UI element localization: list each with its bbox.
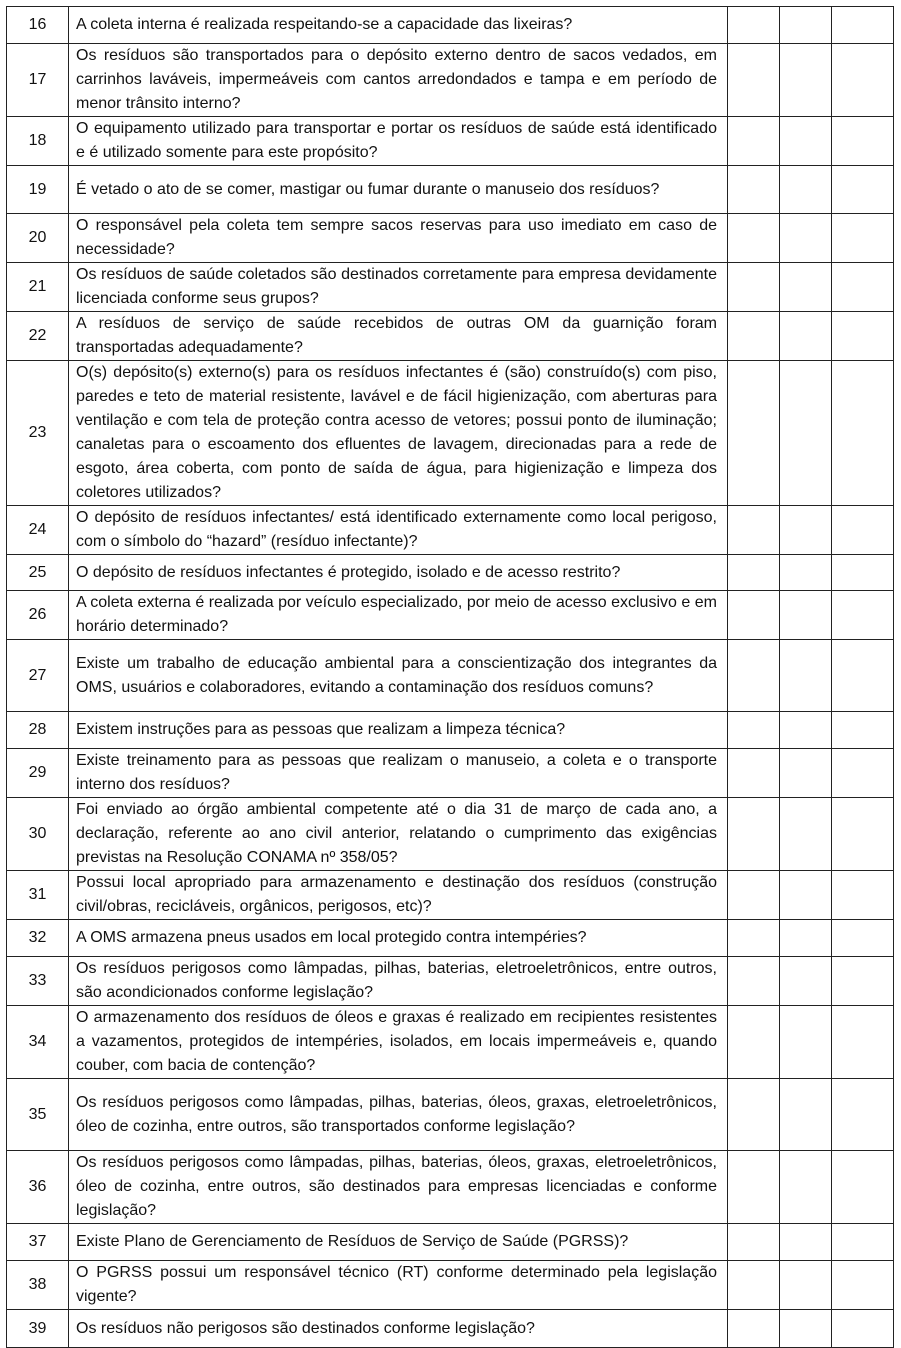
answer-cell-3[interactable] <box>832 749 894 798</box>
answer-cell-3[interactable] <box>832 44 894 117</box>
answer-cell-1[interactable] <box>728 591 780 640</box>
answer-cell-3[interactable] <box>832 1224 894 1261</box>
answer-cell-1[interactable] <box>728 1079 780 1151</box>
question-number: 34 <box>7 1006 69 1079</box>
answer-cell-3[interactable] <box>832 7 894 44</box>
question-row <box>7 1006 894 1079</box>
answer-cell-2[interactable] <box>780 1006 832 1079</box>
answer-cell-1[interactable] <box>728 44 780 117</box>
question-row <box>7 1224 894 1261</box>
answer-cell-2[interactable] <box>780 555 832 591</box>
question-text: Os resíduos perigosos como lâmpadas, pilhas, baterias, óleos, graxas, eletroeletrônicos, óleo de cozinha, entre outros, são destinados para empresas licenciadas e conforme legislação? <box>69 1151 728 1224</box>
question-row <box>7 555 894 591</box>
answer-cell-3[interactable] <box>832 312 894 361</box>
answer-cell-2[interactable] <box>780 312 832 361</box>
question-number: 38 <box>7 1261 69 1310</box>
answer-cell-1[interactable] <box>728 263 780 312</box>
answer-cell-3[interactable] <box>832 1006 894 1079</box>
question-row <box>7 591 894 640</box>
question-number: 35 <box>7 1079 69 1151</box>
answer-cell-1[interactable] <box>728 506 780 555</box>
answer-cell-3[interactable] <box>832 506 894 555</box>
question-text: Os resíduos perigosos como lâmpadas, pilhas, baterias, óleos, graxas, eletroeletrônicos, óleo de cozinha, entre outros, são transportados conforme legislação? <box>69 1079 728 1151</box>
answer-cell-2[interactable] <box>780 1310 832 1348</box>
question-row <box>7 798 894 871</box>
answer-cell-2[interactable] <box>780 749 832 798</box>
question-row <box>7 361 894 506</box>
answer-cell-1[interactable] <box>728 312 780 361</box>
question-text: O depósito de resíduos infectantes é protegido, isolado e de acesso restrito? <box>69 555 728 591</box>
answer-cell-2[interactable] <box>780 712 832 749</box>
question-number: 39 <box>7 1310 69 1348</box>
question-text: O(s) depósito(s) externo(s) para os resíduos infectantes é (são) construído(s) com piso, paredes e teto de material resistente, lavável e de fácil higienização, com aberturas para ventilação e com tela de proteção contra acesso de vetores; possui ponto de iluminação; canaletas para o escoamento dos efluentes de lavagem, direcionadas para a rede de esgoto, área coberta, com ponto de saída de água, para higienização e limpeza dos coletores utilizados? <box>69 361 728 506</box>
question-number: 21 <box>7 263 69 312</box>
answer-cell-2[interactable] <box>780 117 832 166</box>
answer-cell-2[interactable] <box>780 640 832 712</box>
answer-cell-2[interactable] <box>780 957 832 1006</box>
answer-cell-1[interactable] <box>728 871 780 920</box>
question-row <box>7 1151 894 1224</box>
answer-cell-1[interactable] <box>728 7 780 44</box>
question-number: 16 <box>7 7 69 44</box>
question-number: 36 <box>7 1151 69 1224</box>
question-text: Existem instruções para as pessoas que realizam a limpeza técnica? <box>69 712 728 749</box>
question-text: Existe Plano de Gerenciamento de Resíduos de Serviço de Saúde (PGRSS)? <box>69 1224 728 1261</box>
question-text: Os resíduos de saúde coletados são destinados corretamente para empresa devidamente licenciada conforme seus grupos? <box>69 263 728 312</box>
answer-cell-1[interactable] <box>728 1261 780 1310</box>
question-text: O depósito de resíduos infectantes/ está identificado externamente como local perigoso, com o símbolo do “hazard” (resíduo infectante)? <box>69 506 728 555</box>
question-row <box>7 749 894 798</box>
answer-cell-1[interactable] <box>728 361 780 506</box>
answer-cell-1[interactable] <box>728 555 780 591</box>
answer-cell-3[interactable] <box>832 263 894 312</box>
answer-cell-1[interactable] <box>728 1151 780 1224</box>
answer-cell-3[interactable] <box>832 640 894 712</box>
question-text: O PGRSS possui um responsável técnico (RT) conforme determinado pela legislação vigente? <box>69 1261 728 1310</box>
question-row <box>7 263 894 312</box>
question-number: 24 <box>7 506 69 555</box>
question-number: 20 <box>7 214 69 263</box>
question-row <box>7 506 894 555</box>
question-number: 25 <box>7 555 69 591</box>
question-number: 18 <box>7 117 69 166</box>
question-row <box>7 214 894 263</box>
checklist-table <box>6 6 894 1348</box>
question-row <box>7 117 894 166</box>
answer-cell-1[interactable] <box>728 1224 780 1261</box>
answer-cell-2[interactable] <box>780 798 832 871</box>
question-number: 22 <box>7 312 69 361</box>
answer-cell-3[interactable] <box>832 117 894 166</box>
question-row <box>7 312 894 361</box>
question-number: 23 <box>7 361 69 506</box>
answer-cell-2[interactable] <box>780 871 832 920</box>
question-row <box>7 957 894 1006</box>
answer-cell-1[interactable] <box>728 1310 780 1348</box>
question-row <box>7 920 894 957</box>
answer-cell-1[interactable] <box>728 957 780 1006</box>
question-number: 33 <box>7 957 69 1006</box>
answer-cell-1[interactable] <box>728 1006 780 1079</box>
answer-cell-2[interactable] <box>780 591 832 640</box>
answer-cell-1[interactable] <box>728 798 780 871</box>
question-row <box>7 1310 894 1348</box>
question-text: Existe treinamento para as pessoas que realizam o manuseio, a coleta e o transporte interno dos resíduos? <box>69 749 728 798</box>
answer-cell-3[interactable] <box>832 1151 894 1224</box>
answer-cell-2[interactable] <box>780 7 832 44</box>
question-text: Os resíduos são transportados para o depósito externo dentro de sacos vedados, em carrinhos laváveis, impermeáveis com cantos arredondados e tampa e em período de menor trânsito interno? <box>69 44 728 117</box>
answer-cell-1[interactable] <box>728 640 780 712</box>
answer-cell-3[interactable] <box>832 214 894 263</box>
question-text: Existe um trabalho de educação ambiental para a conscientização dos integrantes da OMS, usuários e colaboradores, evitando a contaminação dos resíduos comuns? <box>69 640 728 712</box>
question-row <box>7 871 894 920</box>
answer-cell-3[interactable] <box>832 1310 894 1348</box>
question-text: Os resíduos não perigosos são destinados conforme legislação? <box>69 1310 728 1348</box>
answer-cell-2[interactable] <box>780 166 832 214</box>
answer-cell-1[interactable] <box>728 920 780 957</box>
answer-cell-1[interactable] <box>728 712 780 749</box>
answer-cell-2[interactable] <box>780 361 832 506</box>
question-number: 37 <box>7 1224 69 1261</box>
question-row <box>7 712 894 749</box>
question-text: É vetado o ato de se comer, mastigar ou fumar durante o manuseio dos resíduos? <box>69 166 728 214</box>
answer-cell-2[interactable] <box>780 506 832 555</box>
question-number: 28 <box>7 712 69 749</box>
answer-cell-3[interactable] <box>832 1079 894 1151</box>
checklist-body <box>7 7 894 1348</box>
answer-cell-3[interactable] <box>832 166 894 214</box>
question-number: 29 <box>7 749 69 798</box>
answer-cell-1[interactable] <box>728 117 780 166</box>
question-number: 32 <box>7 920 69 957</box>
answer-cell-3[interactable] <box>832 361 894 506</box>
answer-cell-2[interactable] <box>780 263 832 312</box>
question-number: 31 <box>7 871 69 920</box>
question-text: O responsável pela coleta tem sempre sacos reservas para uso imediato em caso de necessidade? <box>69 214 728 263</box>
question-text: Possui local apropriado para armazenamento e destinação dos resíduos (construção civil/obras, recicláveis, orgânicos, perigosos, etc)? <box>69 871 728 920</box>
answer-cell-1[interactable] <box>728 749 780 798</box>
answer-cell-2[interactable] <box>780 1151 832 1224</box>
answer-cell-2[interactable] <box>780 1079 832 1151</box>
question-number: 19 <box>7 166 69 214</box>
question-number: 30 <box>7 798 69 871</box>
question-text: O armazenamento dos resíduos de óleos e graxas é realizado em recipientes resistentes a vazamentos, protegidos de intempéries, isolados, em locais impermeáveis e, quando couber, com bacia de contenção? <box>69 1006 728 1079</box>
answer-cell-2[interactable] <box>780 920 832 957</box>
question-text: A coleta interna é realizada respeitando-se a capacidade das lixeiras? <box>69 7 728 44</box>
answer-cell-2[interactable] <box>780 44 832 117</box>
answer-cell-3[interactable] <box>832 920 894 957</box>
question-row <box>7 1261 894 1310</box>
answer-cell-1[interactable] <box>728 214 780 263</box>
answer-cell-2[interactable] <box>780 1224 832 1261</box>
answer-cell-3[interactable] <box>832 712 894 749</box>
question-text: A coleta externa é realizada por veículo especializado, por meio de acesso exclusivo e em horário determinado? <box>69 591 728 640</box>
answer-cell-3[interactable] <box>832 957 894 1006</box>
answer-cell-3[interactable] <box>832 591 894 640</box>
question-number: 17 <box>7 44 69 117</box>
question-text: A OMS armazena pneus usados em local protegido contra intempéries? <box>69 920 728 957</box>
question-row <box>7 7 894 44</box>
question-text: O equipamento utilizado para transportar e portar os resíduos de saúde está identificado e é utilizado somente para este propósito? <box>69 117 728 166</box>
question-text: Os resíduos perigosos como lâmpadas, pilhas, baterias, eletroeletrônicos, entre outros, são acondicionados conforme legislação? <box>69 957 728 1006</box>
question-text: Foi enviado ao órgão ambiental competente até o dia 31 de março de cada ano, a declaração, referente ao ano civil anterior, relatando o cumprimento das exigências previstas na Resolução CONAMA nº 358/05? <box>69 798 728 871</box>
answer-cell-3[interactable] <box>832 871 894 920</box>
answer-cell-2[interactable] <box>780 214 832 263</box>
question-row <box>7 44 894 117</box>
answer-cell-3[interactable] <box>832 555 894 591</box>
question-row <box>7 1079 894 1151</box>
question-text: A resíduos de serviço de saúde recebidos de outras OM da guarnição foram transportadas adequadamente? <box>69 312 728 361</box>
question-number: 26 <box>7 591 69 640</box>
answer-cell-3[interactable] <box>832 1261 894 1310</box>
answer-cell-2[interactable] <box>780 1261 832 1310</box>
answer-cell-3[interactable] <box>832 798 894 871</box>
question-row <box>7 166 894 214</box>
answer-cell-1[interactable] <box>728 166 780 214</box>
question-row <box>7 640 894 712</box>
question-number: 27 <box>7 640 69 712</box>
